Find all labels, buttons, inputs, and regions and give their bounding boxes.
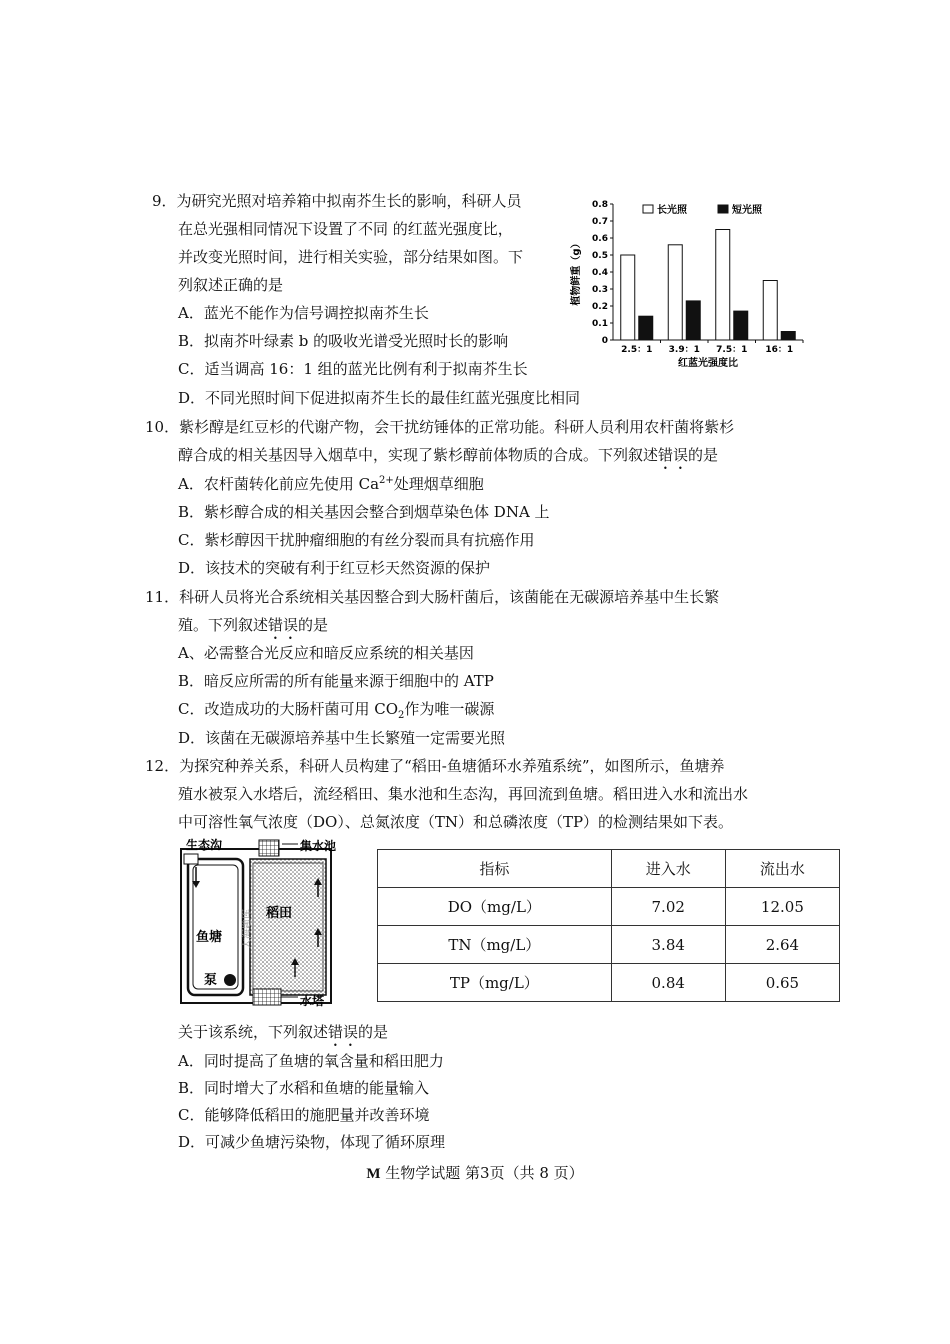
q9-stem-line-2: 在总光强相同情况下设置了不同 的红蓝光强度比， bbox=[178, 220, 513, 238]
y-tick-label: 0.8 bbox=[592, 200, 608, 210]
x-tick-label: 3.9：1 bbox=[668, 345, 700, 355]
label-pool: 集水池 bbox=[300, 839, 337, 853]
table-row bbox=[378, 964, 840, 1002]
legend-swatch bbox=[718, 205, 728, 213]
q11-stem-line-2: 殖。下列叙述错误的是 bbox=[178, 616, 329, 634]
x-tick-label: 2.5：1 bbox=[621, 345, 653, 355]
legend-swatch bbox=[643, 205, 653, 213]
q11-option-b: B．暗反应所需的所有能量来源于细胞中的 ATP bbox=[178, 672, 494, 690]
bar-long-light bbox=[716, 230, 730, 341]
page-footer: M 生物学试题 第3页（共 8 页） bbox=[366, 1164, 584, 1182]
table-cell: TN（mg/L） bbox=[378, 926, 612, 964]
emphasis-wrong: 错误 bbox=[268, 616, 299, 634]
q12-option-b: B．同时增大了水稻和鱼塘的能量输入 bbox=[178, 1079, 430, 1097]
bar-short-light bbox=[734, 311, 748, 340]
table-row bbox=[378, 888, 840, 926]
q10-option-a: A．农杆菌转化前应先使用 $Ca^{2+}$处理烟草细胞 bbox=[178, 475, 484, 493]
y-tick-label: 0.6 bbox=[592, 234, 608, 244]
pump-icon bbox=[224, 974, 236, 986]
q9-option-c: C．适当调高 16：1 组的蓝光比例有利于拟南芥生长 bbox=[178, 360, 528, 378]
q11-stem-line-1: 11．科研人员将光合系统相关基因整合到大肠杆菌后，该菌能在无碳源培养基中生长繁 bbox=[145, 588, 720, 606]
table-header: 指标 bbox=[378, 850, 612, 888]
table-row bbox=[378, 926, 840, 964]
table-cell: 0.84 bbox=[611, 964, 725, 1002]
y-tick-label: 0.1 bbox=[592, 319, 608, 329]
table-cell: 12.05 bbox=[725, 888, 839, 926]
emphasis-wrong: 错误 bbox=[658, 446, 689, 464]
q9-option-b: B．拟南芥叶绿素 b 的吸收光谱受光照时长的影响 bbox=[178, 332, 509, 350]
table-cell: 0.65 bbox=[725, 964, 839, 1002]
y-tick-label: 0.5 bbox=[592, 251, 608, 261]
x-axis-label: 红蓝光强度比 bbox=[678, 358, 738, 369]
emphasis-wrong: 错误 bbox=[328, 1023, 359, 1041]
y-tick-label: 0 bbox=[601, 336, 608, 346]
x-tick-label: 16：1 bbox=[765, 345, 794, 355]
q12-question: 关于该系统，下列叙述错误的是 bbox=[178, 1023, 389, 1041]
label-tower: 水塔 bbox=[300, 994, 325, 1008]
q12-stem-line-3: 中可溶性氧气浓度（DO）、总氮浓度（TN）和总磷浓度（TP）的检测结果如下表。 bbox=[178, 813, 734, 831]
bar-short-light bbox=[639, 316, 653, 340]
legend-label: 长光照 bbox=[657, 205, 687, 216]
y-axis-label: 植物鲜重（g） bbox=[571, 238, 582, 306]
bar-short-light bbox=[781, 332, 795, 341]
q12-stem-line-1: 12．为探究种养关系，科研人员构建了“稻田-鱼塘循环水养殖系统”，如图所示，鱼塘养 bbox=[145, 757, 725, 775]
label-ditch: 生态沟 bbox=[186, 838, 223, 852]
y-tick-label: 0.3 bbox=[592, 285, 608, 295]
q9-stem-line-1: 9．为研究光照对培养箱中拟南芥生长的影响，科研人员 bbox=[152, 192, 522, 210]
q12-stem-line-2: 殖水被泵入水塔后，流经稻田、集水池和生态沟，再回流到鱼塘。稻田进入水和流出水 bbox=[178, 785, 749, 803]
water-quality-table bbox=[377, 849, 840, 1002]
q10-stem-line-2: 醇合成的相关基因导入烟草中，实现了紫杉醇前体物质的合成。下列叙述错误的是 bbox=[178, 446, 719, 464]
rice-fish-system-diagram bbox=[178, 837, 358, 1013]
label-field: 稻田 bbox=[266, 906, 293, 921]
table-cell: 7.02 bbox=[611, 888, 725, 926]
x-tick-label: 7.5：1 bbox=[716, 345, 748, 355]
q12-option-c: C．能够降低稻田的施肥量并改善环境 bbox=[178, 1106, 430, 1124]
table-cell: 2.64 bbox=[725, 926, 839, 964]
table-cell: TP（mg/L） bbox=[378, 964, 612, 1002]
table-cell: 3.84 bbox=[611, 926, 725, 964]
table-header: 进入水 bbox=[611, 850, 725, 888]
legend-label: 短光照 bbox=[732, 205, 762, 216]
q10-option-b: B．紫杉醇合成的相关基因会整合到烟草染色体 DNA 上 bbox=[178, 503, 550, 521]
q10-option-c: C．紫杉醇因干扰肿瘤细胞的有丝分裂而具有抗癌作用 bbox=[178, 531, 535, 549]
q12-option-a: A．同时提高了鱼塘的氧含量和稻田肥力 bbox=[178, 1052, 444, 1070]
bar-long-light bbox=[621, 255, 635, 340]
water-tower bbox=[253, 989, 281, 1005]
q11-option-c: C．改造成功的大肠杆菌可用 $CO_2$作为唯一碳源 bbox=[178, 700, 495, 721]
label-pond: 鱼塘 bbox=[196, 930, 223, 945]
q11-option-d: D．该菌在无碳源培养基中生长繁殖一定需要光照 bbox=[178, 729, 506, 747]
q9-option-a: A．蓝光不能作为信号调控拟南芥生长 bbox=[178, 304, 429, 322]
label-pump: 泵 bbox=[204, 973, 218, 988]
q12-option-d: D．可减少鱼塘污染物，体现了循环原理 bbox=[178, 1133, 446, 1151]
y-tick-label: 0.2 bbox=[592, 302, 608, 312]
table-header: 流出水 bbox=[725, 850, 839, 888]
rice-field bbox=[250, 859, 326, 995]
y-tick-label: 0.4 bbox=[592, 268, 608, 278]
bar-short-light bbox=[686, 301, 700, 340]
q9-option-d: D．不同光照时间下促进拟南芥生长的最佳红蓝光强度比相同 bbox=[178, 389, 581, 407]
bar-long-light bbox=[668, 245, 682, 340]
bar-chart bbox=[563, 192, 813, 370]
collection-pool bbox=[259, 840, 279, 856]
table-header-row bbox=[378, 850, 840, 888]
q11-option-a: A、必需整合光反应和暗反应系统的相关基因 bbox=[178, 644, 474, 662]
table-cell: DO（mg/L） bbox=[378, 888, 612, 926]
q10-stem-line-1: 10．紫杉醇是红豆杉的代谢产物，会干扰纺锤体的正常功能。科研人员利用农杆菌将紫杉 bbox=[145, 418, 735, 436]
y-tick-label: 0.7 bbox=[592, 217, 608, 227]
watermark: 大海题库 bbox=[242, 909, 253, 949]
bar-long-light bbox=[763, 281, 777, 341]
q9-stem-line-4: 列叙述正确的是 bbox=[178, 276, 284, 294]
q9-stem-line-3: 并改变光照时间，进行相关实验，部分结果如图。下 bbox=[178, 248, 524, 266]
q10-option-d: D．该技术的突破有利于红豆杉天然资源的保护 bbox=[178, 559, 491, 577]
